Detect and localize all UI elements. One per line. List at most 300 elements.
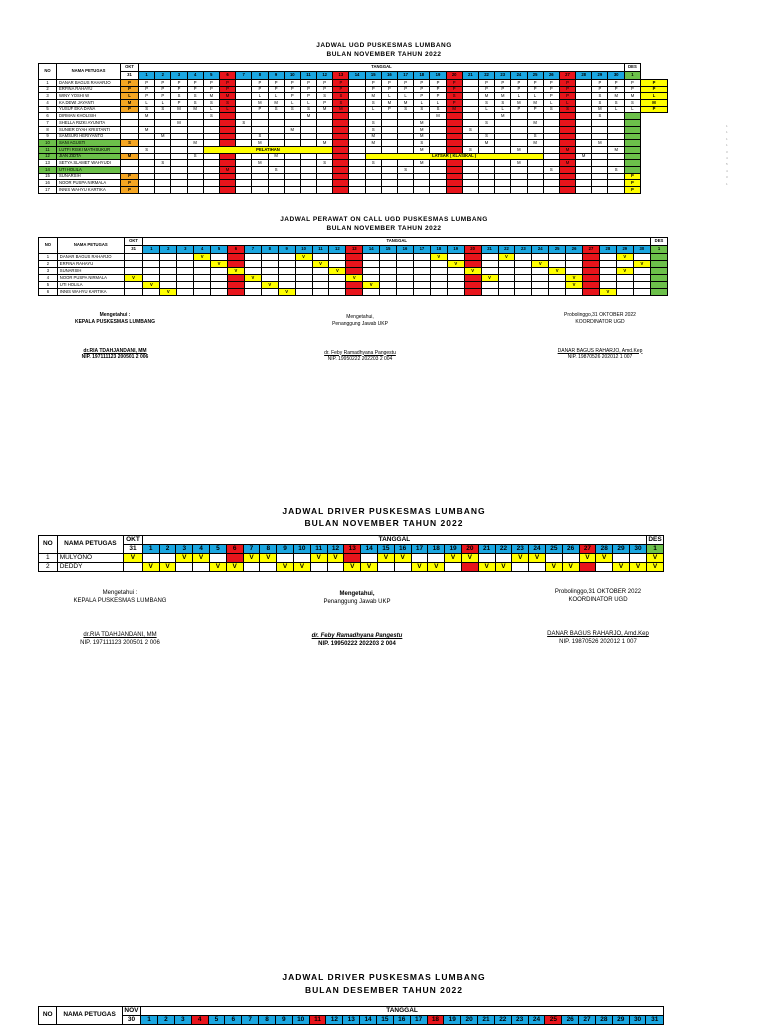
schedule-cell xyxy=(430,166,446,173)
schedule-cell xyxy=(446,173,462,180)
schedule-cell xyxy=(599,275,616,282)
col-header-prev-month: OKT xyxy=(124,238,143,246)
schedule-cell: P xyxy=(219,80,235,87)
schedule-cell: P xyxy=(252,80,268,87)
schedule-cell: L xyxy=(495,106,511,113)
schedule-cell xyxy=(583,261,600,268)
schedule-cell: L xyxy=(608,106,625,113)
schedule-cell xyxy=(236,133,252,140)
schedule-cell xyxy=(462,166,478,173)
row-prev-day xyxy=(124,261,143,268)
schedule-cell xyxy=(300,187,316,194)
day-header: 16 xyxy=(393,1016,410,1025)
col-header-next-month: DES xyxy=(648,535,662,543)
day-header: 8 xyxy=(259,1016,276,1025)
schedule-cell xyxy=(381,120,397,127)
schedule-cell xyxy=(155,173,171,180)
sig-role: Penanggung Jawab UKP xyxy=(323,599,391,606)
row-name: KA DEWI JAYANTI xyxy=(57,100,121,107)
schedule-cell xyxy=(203,173,219,180)
schedule-cell xyxy=(203,180,219,187)
schedule-cell xyxy=(349,133,365,140)
day-header: 25 xyxy=(545,1016,562,1025)
schedule-cell: S xyxy=(333,93,349,100)
schedule-cell xyxy=(219,160,235,167)
schedule-cell xyxy=(300,153,316,160)
sig-nip: NIP. 19950222 202203 2 004 xyxy=(318,641,396,648)
schedule-cell: M xyxy=(268,100,284,107)
day-header-prev: 31 xyxy=(121,72,139,80)
schedule-cell: P xyxy=(608,86,625,93)
row-prev-day: M xyxy=(121,100,139,107)
schedule-cell: V xyxy=(310,554,327,563)
schedule-cell xyxy=(349,173,365,180)
schedule-cell xyxy=(414,173,430,180)
row-no: 11 xyxy=(39,146,57,153)
schedule-cell xyxy=(478,166,494,173)
schedule-cell: V xyxy=(481,275,498,282)
schedule-cell xyxy=(203,153,219,160)
schedule-cell xyxy=(171,187,187,194)
schedule-cell xyxy=(599,261,616,268)
sig-nip: NIP. 19950222 202203 2 004 xyxy=(327,356,393,363)
schedule-cell xyxy=(194,289,211,296)
schedule-cell xyxy=(261,261,278,268)
schedule-cell: L xyxy=(284,100,300,107)
schedule-cell xyxy=(446,146,462,153)
schedule-cell: M xyxy=(317,140,333,147)
schedule-cell xyxy=(566,289,583,296)
side-mark: 4 xyxy=(726,168,728,173)
schedule-cell xyxy=(333,180,349,187)
schedule-cell xyxy=(616,289,633,296)
schedule-cell xyxy=(333,160,349,167)
day-header: 21 xyxy=(481,246,498,254)
schedule-cell xyxy=(608,160,625,167)
schedule-cell: S xyxy=(317,93,333,100)
schedule-cell xyxy=(481,254,498,261)
day-header: 8 xyxy=(260,545,277,554)
schedule-cell xyxy=(498,261,515,268)
schedule-cell xyxy=(349,140,365,147)
table-row xyxy=(39,261,668,268)
schedule-cell xyxy=(187,120,203,127)
schedule-cell xyxy=(462,180,478,187)
day-header: 9 xyxy=(268,72,284,80)
day-header: 28 xyxy=(599,246,616,254)
col-header-nama: NAMA PETUGAS xyxy=(57,64,121,80)
schedule-cell xyxy=(381,126,397,133)
schedule-cell xyxy=(512,563,529,572)
schedule-cell: M xyxy=(252,140,268,147)
row-next-day xyxy=(624,146,640,153)
day-header: 3 xyxy=(174,1016,191,1025)
schedule-cell xyxy=(447,282,464,289)
sig-role: KOORDINATOR UGD xyxy=(575,318,625,325)
day-header: 18 xyxy=(428,545,445,554)
schedule-cell: S xyxy=(624,100,640,107)
table-row xyxy=(39,563,664,572)
schedule-cell: P xyxy=(333,86,349,93)
schedule-cell: L xyxy=(527,93,543,100)
schedule-cell xyxy=(447,275,464,282)
schedule-cell xyxy=(430,120,446,127)
table-row xyxy=(39,166,668,173)
schedule-cell: S xyxy=(478,120,494,127)
schedule-cell: V xyxy=(633,261,650,268)
day-header: 29 xyxy=(613,545,630,554)
schedule-cell: S xyxy=(478,100,494,107)
schedule-cell xyxy=(155,120,171,127)
schedule-cell: P xyxy=(203,86,219,93)
schedule-cell xyxy=(447,254,464,261)
schedule-cell xyxy=(277,554,294,563)
schedule-cell: M xyxy=(495,113,511,120)
schedule-cell: M xyxy=(511,100,527,107)
schedule-cell xyxy=(394,563,411,572)
table-row xyxy=(39,289,668,296)
row-next-day: M xyxy=(640,100,667,107)
schedule-cell xyxy=(244,261,261,268)
table-row xyxy=(39,113,668,120)
schedule-cell xyxy=(414,166,430,173)
schedule-cell xyxy=(300,133,316,140)
row-name: DANAR BAGUS RAHARJO xyxy=(57,254,124,261)
schedule-cell: M xyxy=(414,120,430,127)
day-header: 6 xyxy=(219,72,235,80)
table-row xyxy=(39,187,668,194)
driver-des-title: JADWAL DRIVER PUSKESMAS LUMBANG xyxy=(282,972,486,982)
schedule-cell: V xyxy=(211,261,228,268)
schedule-cell xyxy=(228,254,245,261)
day-header: 21 xyxy=(478,545,495,554)
side-mark: 1 xyxy=(726,124,728,128)
schedule-cell xyxy=(300,180,316,187)
schedule-cell xyxy=(159,554,176,563)
signature-kepala-2 xyxy=(45,589,195,647)
schedule-cell: P xyxy=(446,80,462,87)
perawat-title: JADWAL PERAWAT ON CALL UGD PUSKESMAS LUMBANG xyxy=(280,216,488,223)
schedule-cell: V xyxy=(616,268,633,275)
schedule-cell: S xyxy=(495,100,511,107)
row-prev-day xyxy=(124,254,143,261)
schedule-cell xyxy=(194,261,211,268)
schedule-cell xyxy=(236,86,252,93)
schedule-cell: V xyxy=(562,563,579,572)
row-next-day: P xyxy=(624,180,640,187)
row-next-day: P xyxy=(624,173,640,180)
schedule-cell: V xyxy=(278,289,295,296)
row-prev-day: P xyxy=(121,187,139,194)
row-next-day xyxy=(624,120,640,127)
schedule-cell xyxy=(398,113,414,120)
row-next-day: V xyxy=(647,563,664,572)
schedule-cell xyxy=(592,180,608,187)
day-header: 12 xyxy=(326,1016,343,1025)
schedule-cell: S xyxy=(608,166,625,173)
schedule-cell xyxy=(346,268,363,275)
schedule-cell xyxy=(478,160,494,167)
row-name: DANAR BAGUS RAHARJO xyxy=(57,80,121,87)
row-no: 5 xyxy=(39,106,57,113)
schedule-cell: L xyxy=(139,100,155,107)
row-prev-day: L xyxy=(121,93,139,100)
row-name: SAMSURI HERIYANTO xyxy=(57,133,121,140)
schedule-cell xyxy=(187,187,203,194)
schedule-cell xyxy=(226,554,243,563)
day-header: 10 xyxy=(292,1016,309,1025)
row-next-day: P xyxy=(640,106,667,113)
schedule-cell xyxy=(219,120,235,127)
schedule-cell: P xyxy=(446,86,462,93)
schedule-cell xyxy=(532,289,549,296)
schedule-cell xyxy=(363,254,380,261)
schedule-cell: M xyxy=(139,113,155,120)
schedule-cell xyxy=(446,187,462,194)
col-header-nama: NAMA PETUGAS xyxy=(57,536,123,554)
day-header: 3 xyxy=(171,72,187,80)
row-prev-day xyxy=(121,113,139,120)
schedule-cell xyxy=(592,133,608,140)
schedule-cell xyxy=(529,563,546,572)
schedule-cell xyxy=(543,126,559,133)
day-header: 31 xyxy=(646,1016,664,1025)
schedule-cell: V xyxy=(363,282,380,289)
schedule-cell xyxy=(349,100,365,107)
day-header: 4 xyxy=(187,72,203,80)
day-header: 20 xyxy=(464,246,481,254)
schedule-cell xyxy=(576,80,592,87)
day-header: 11 xyxy=(310,545,327,554)
schedule-cell xyxy=(608,133,625,140)
schedule-cell xyxy=(576,126,592,133)
schedule-cell xyxy=(219,153,235,160)
schedule-cell xyxy=(284,173,300,180)
schedule-cell xyxy=(545,554,562,563)
schedule-cell: S xyxy=(559,106,575,113)
schedule-cell xyxy=(155,140,171,147)
schedule-cell xyxy=(633,275,650,282)
schedule-cell xyxy=(317,153,333,160)
day-header: 13 xyxy=(346,246,363,254)
schedule-cell xyxy=(139,187,155,194)
day-header-next: 1 xyxy=(647,545,664,554)
row-prev-day xyxy=(121,133,139,140)
schedule-cell xyxy=(203,120,219,127)
schedule-cell xyxy=(293,554,310,563)
row-no: 2 xyxy=(39,86,57,93)
schedule-cell xyxy=(430,268,447,275)
signature-koordinator-2 xyxy=(518,588,678,646)
schedule-cell xyxy=(142,554,159,563)
schedule-cell: P xyxy=(495,86,511,93)
sig-nip: NIP. 19870526 202012 1 007 xyxy=(559,639,637,646)
schedule-cell xyxy=(380,282,397,289)
schedule-cell xyxy=(592,160,608,167)
row-name: INNIS WAHYU KARTIKA xyxy=(57,187,121,194)
schedule-cell xyxy=(583,275,600,282)
table-row xyxy=(39,106,668,113)
schedule-cell xyxy=(495,187,511,194)
schedule-cell xyxy=(495,554,512,563)
schedule-cell xyxy=(278,261,295,268)
schedule-cell: M xyxy=(559,160,575,167)
schedule-cell xyxy=(464,282,481,289)
schedule-cell xyxy=(549,261,566,268)
schedule-cell xyxy=(284,160,300,167)
schedule-cell xyxy=(143,275,160,282)
schedule-cell xyxy=(177,268,194,275)
schedule-cell xyxy=(608,180,625,187)
schedule-cell: V xyxy=(293,563,310,572)
schedule-cell xyxy=(236,153,252,160)
row-no: 1 xyxy=(39,80,57,87)
schedule-cell xyxy=(566,254,583,261)
schedule-cell xyxy=(599,282,616,289)
row-prev-day xyxy=(124,563,143,572)
sig-role: KEPALA PUSKESMAS LUMBANG xyxy=(74,318,155,325)
schedule-cell xyxy=(413,254,430,261)
schedule-cell: P xyxy=(624,80,640,87)
schedule-cell: S xyxy=(446,93,462,100)
row-name: INNIS WAHYU KARTIKA xyxy=(57,289,124,296)
schedule-cell: M xyxy=(478,93,494,100)
schedule-cell xyxy=(317,133,333,140)
sig-name: dr.RIA TDAHJANDANI, MM xyxy=(83,347,147,354)
schedule-cell: S xyxy=(414,140,430,147)
schedule-cell xyxy=(478,554,495,563)
schedule-cell xyxy=(559,120,575,127)
schedule-cell xyxy=(363,289,380,296)
schedule-cell: S xyxy=(203,100,219,107)
ugd-schedule-table xyxy=(38,63,668,194)
day-header: 14 xyxy=(361,545,378,554)
schedule-cell: L xyxy=(365,106,381,113)
schedule-cell xyxy=(592,173,608,180)
schedule-cell xyxy=(365,173,381,180)
day-header: 15 xyxy=(376,1016,393,1025)
day-header: 19 xyxy=(444,1016,461,1025)
day-header-prev: 31 xyxy=(124,545,143,554)
driver-nov-title: JADWAL DRIVER PUSKESMAS LUMBANG xyxy=(282,506,486,516)
schedule-cell xyxy=(414,187,430,194)
schedule-cell xyxy=(187,173,203,180)
table-row xyxy=(39,100,668,107)
schedule-cell xyxy=(194,282,211,289)
schedule-cell xyxy=(346,282,363,289)
schedule-cell xyxy=(576,180,592,187)
schedule-cell xyxy=(187,133,203,140)
schedule-cell xyxy=(515,289,532,296)
row-next-day: P xyxy=(640,86,667,93)
schedule-cell: S xyxy=(139,106,155,113)
schedule-cell: V xyxy=(260,554,277,563)
schedule-cell xyxy=(576,106,592,113)
row-next-day: P xyxy=(624,187,640,194)
schedule-cell xyxy=(576,100,592,107)
day-header: 21 xyxy=(462,72,478,80)
day-header: 23 xyxy=(515,246,532,254)
schedule-cell xyxy=(329,282,346,289)
schedule-cell xyxy=(244,289,261,296)
schedule-cell: P xyxy=(414,86,430,93)
schedule-cell xyxy=(629,554,646,563)
schedule-cell xyxy=(284,180,300,187)
schedule-cell: V xyxy=(411,563,428,572)
schedule-cell: M xyxy=(495,93,511,100)
schedule-cell xyxy=(478,146,494,153)
schedule-cell: S xyxy=(155,106,171,113)
day-header: 12 xyxy=(329,246,346,254)
day-header: 13 xyxy=(344,545,361,554)
schedule-cell xyxy=(278,275,295,282)
schedule-cell xyxy=(268,126,284,133)
schedule-cell: P xyxy=(543,80,559,87)
schedule-cell: P xyxy=(543,86,559,93)
schedule-cell: P xyxy=(624,86,640,93)
schedule-cell xyxy=(543,113,559,120)
row-prev-day: M xyxy=(121,153,139,160)
schedule-cell: V xyxy=(498,254,515,261)
schedule-cell xyxy=(583,268,600,275)
sig-role: Penanggung Jawab UKP xyxy=(332,320,388,327)
schedule-cell: M xyxy=(171,120,187,127)
schedule-cell xyxy=(562,554,579,563)
col-header-nama: NAMA PETUGAS xyxy=(57,238,124,254)
day-header: 11 xyxy=(312,246,329,254)
schedule-cell xyxy=(543,140,559,147)
schedule-cell xyxy=(527,173,543,180)
schedule-cell xyxy=(430,187,446,194)
schedule-cell xyxy=(381,113,397,120)
schedule-cell: M xyxy=(300,113,316,120)
row-name: WINY YOSHI W xyxy=(57,93,121,100)
schedule-cell: S xyxy=(592,113,608,120)
schedule-cell xyxy=(317,120,333,127)
row-next-day xyxy=(624,126,640,133)
schedule-cell xyxy=(446,140,462,147)
schedule-cell: P xyxy=(284,93,300,100)
schedule-cell: M xyxy=(592,140,608,147)
schedule-cell xyxy=(143,268,160,275)
day-header: 6 xyxy=(225,1016,242,1025)
day-header: 2 xyxy=(155,72,171,80)
schedule-cell: P xyxy=(446,100,462,107)
schedule-cell xyxy=(268,120,284,127)
schedule-cell: M xyxy=(608,146,625,153)
schedule-cell xyxy=(576,133,592,140)
row-no: 12 xyxy=(39,153,57,160)
day-header: 20 xyxy=(446,72,462,80)
schedule-cell xyxy=(462,140,478,147)
row-no: 4 xyxy=(39,275,58,282)
schedule-cell xyxy=(236,173,252,180)
schedule-cell xyxy=(377,563,394,572)
schedule-cell xyxy=(495,180,511,187)
schedule-cell: V xyxy=(579,554,596,563)
sig-label: Mengetahui, xyxy=(339,591,375,597)
row-name: SANI AGUSTI xyxy=(57,140,121,147)
schedule-cell xyxy=(187,180,203,187)
schedule-cell xyxy=(430,180,446,187)
schedule-cell: M xyxy=(268,153,284,160)
schedule-cell xyxy=(349,160,365,167)
schedule-cell xyxy=(446,113,462,120)
schedule-cell: S xyxy=(592,93,608,100)
schedule-cell: P xyxy=(268,86,284,93)
schedule-cell xyxy=(203,160,219,167)
row-next-day xyxy=(650,275,667,282)
